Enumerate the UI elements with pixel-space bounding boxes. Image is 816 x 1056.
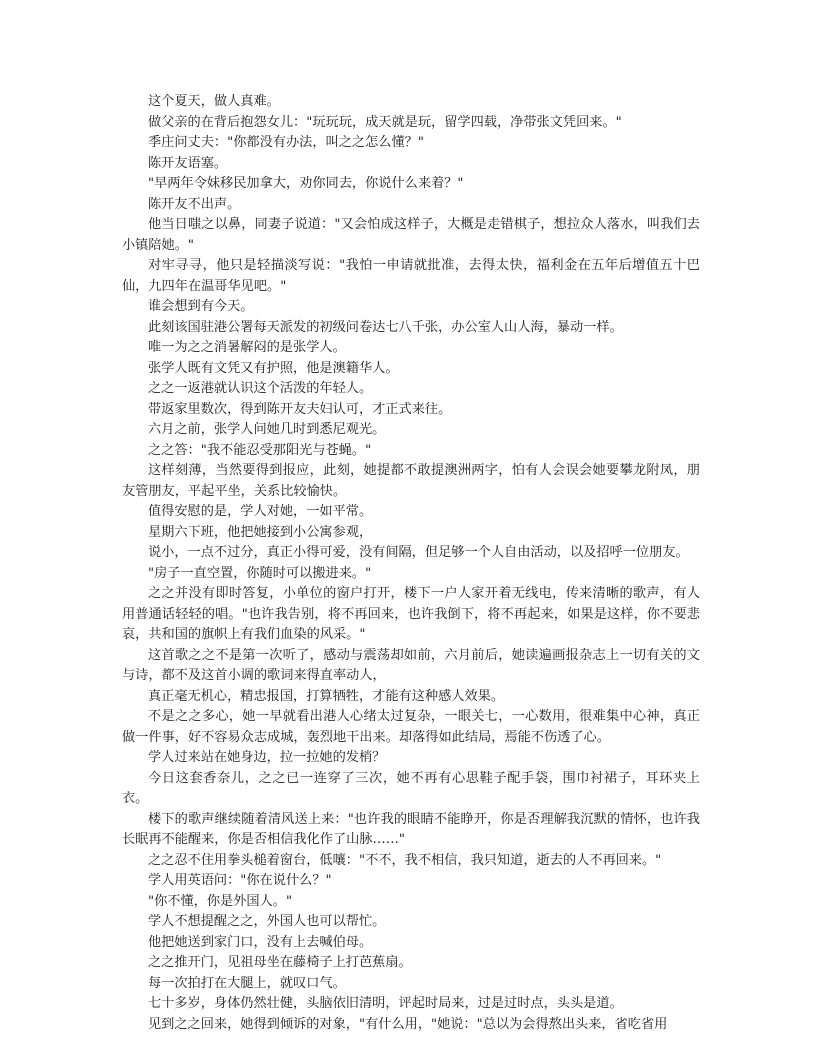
paragraph: 唯一为之之消暑解闷的是张学人。 [148,340,346,355]
paragraph: 这样刻薄，当然要得到报应，此刻，她提都不敢提澳洲两字，怕有人会误会她要攀龙附凤，朋友管朋友，平起平坐，关系比较愉快。 [122,463,700,499]
paragraph: 此刻该国驻港公署每天派发的初级问卷达七八千张，办公室人山人海，暴动一样。 [148,319,623,335]
paragraph: 对牢寻寻，他只是轻描淡写说："我怕一申请就批准，去得太快，福利金在五年后增值五十巴仙，九四年在温哥华见吧。" [122,258,700,294]
paragraph: 学人不想提醒之之，外国人也可以帮忙。 [148,914,386,929]
paragraph: 学人过来站在她身边，拉一拉她的发梢？ [148,750,386,765]
paragraph: 做父亲的在背后抱怨女儿："玩玩玩，成天就是玩，留学四载，净带张文凭回来。" [148,114,622,130]
paragraph: 谁会想到有今天。 [148,299,254,314]
paragraph: 值得安慰的是，学人对她，一如平常。 [148,504,373,519]
paragraph: 星期六下班，他把她接到小公寓参观， [148,524,373,540]
paragraph: 他当日嗤之以鼻，同妻子说道："又会怕成这样子，大概是走错棋子，想拉众人落水，叫我们去小镇陪她。" [122,217,700,253]
paragraph: 之之忍不住用拳头槌着窗台，低嚷："不不，我不相信，我只知道，逝去的人不再回来。" [148,852,662,868]
paragraph: 真正毫无机心，精忠报国，打算牺牲，才能有这种感人效果。 [148,688,505,704]
paragraph: 张学人既有文凭又有护照，他是澳籍华人。 [148,360,399,376]
paragraph: 之之一返港就认识这个活泼的年轻人。 [148,381,373,396]
paragraph: 每一次拍打在大腿上，就叹口气。 [148,975,346,991]
paragraph: 季庄问丈夫："你都没有办法，叫之之怎么懂？" [148,135,424,150]
paragraph: "房子一直空置，你随时可以搬进来。" [148,565,372,581]
document-page [122,92,700,1035]
paragraph: 陈开友不出声。 [148,196,241,212]
paragraph: 这个夏天，做人真难。 [148,94,280,109]
paragraph: 楼下的歌声继续随着清风送上来："也许我的眼睛不能睁开，你是否理解我沉默的情怀，也许我长眠再不能醒来，你是否相信我化作了山脉……" [122,811,700,847]
paragraph: 七十多岁，身体仍然壮健，头脑依旧清明，评起时局来，过是过时点，头头是道。 [148,996,623,1011]
paragraph: 之之推开门，见祖母坐在藤椅子上打芭蕉扇。 [148,955,412,970]
paragraph: 之之并没有即时答复，小单位的窗户打开，楼下一户人家开着无线电，传来清晰的歌声，有人用普通话轻轻的唱。"也许我告别，将不再回来，也许我倒下，将不再起来，如果是这样，你不要悲哀，共和国的旗帜上有我们血染的风采。" [122,586,700,642]
paragraph: "早两年令妹移民加拿大，劝你同去，你说什么来着？" [148,176,464,191]
paragraph: 六月之前，张学人问她几时到悉尼观光。 [148,422,386,437]
paragraph: 他把她送到家门口，没有上去喊伯母。 [148,934,373,950]
paragraph: 之之答："我不能忍受那阳光与苍蝇。" [148,442,372,458]
paragraph: 学人用英语问："你在说什么？" [148,873,332,888]
paragraph: 今日这套香奈儿，之之已一连穿了三次，她不再有心思鞋子配手袋，围巾衬裙子，耳环夹上衣。 [122,770,700,806]
paragraph: 带返家里数次，得到陈开友夫妇认可，才正式来往。 [148,401,452,417]
paragraph: 见到之之回来，她得到倾诉的对象，"有什么用，"她说："总以为会得熬出头来，省吃省用 [148,1016,668,1032]
paragraph: 陈开友语塞。 [148,155,228,171]
paragraph: 说小，一点不过分，真正小得可爱，没有间隔，但足够一个人自由活动，以及招呼一位朋友。 [148,545,689,560]
paragraph: 这首歌之之不是第一次听了，感动与震荡却如前，六月前后，她读遍画报杂志上一切有关的文与诗，都不及这首小调的歌词来得直率动人， [122,647,700,683]
paragraph: 不是之之多心，她一早就看出港人心绪太过复杂，一眼关七，一心数用，很难集中心神，真正做一件事，好不容易众志成城，轰烈地干出来。却落得如此结局，焉能不伤透了心。 [122,709,700,745]
paragraph: "你不懂，你是外国人。" [148,893,293,909]
